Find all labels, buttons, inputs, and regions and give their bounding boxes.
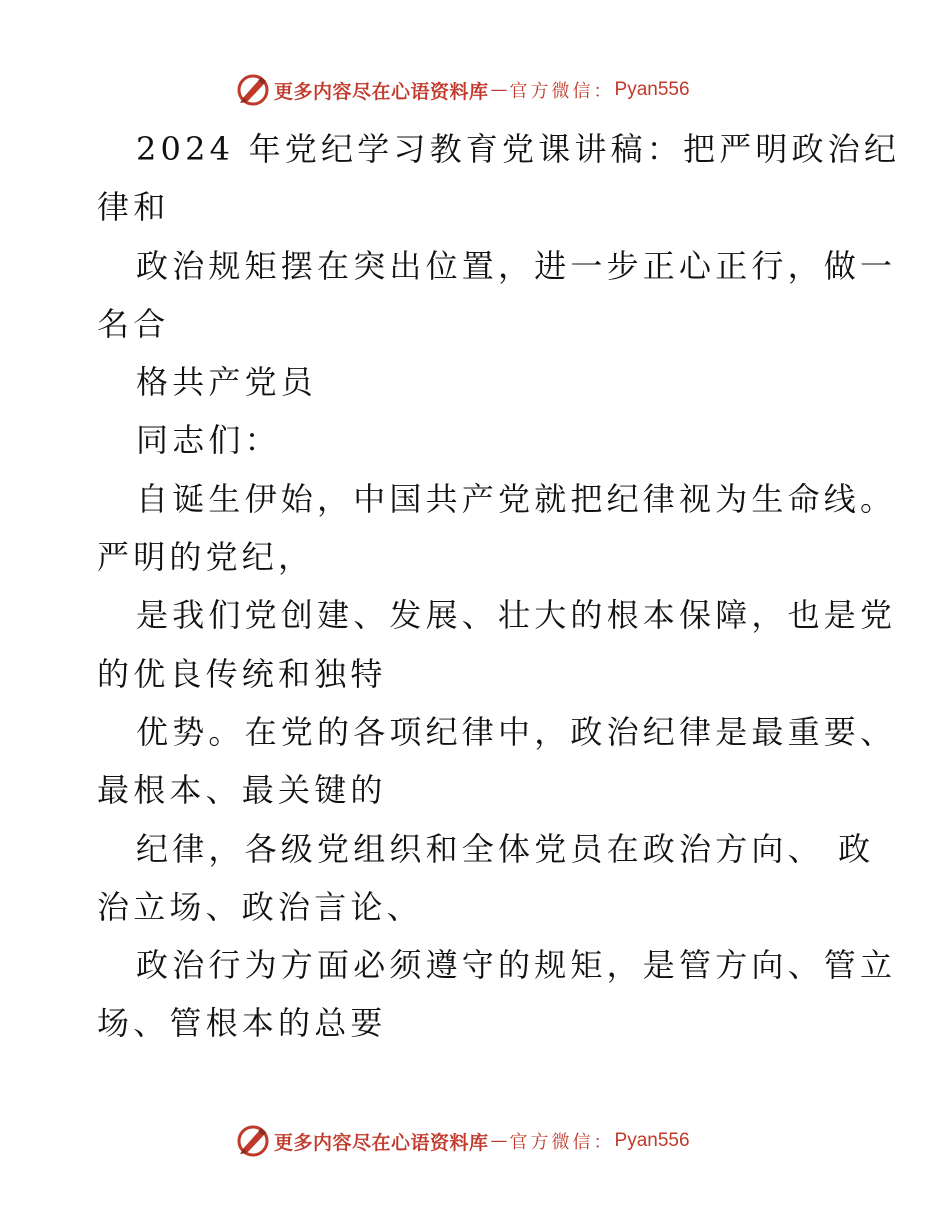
header-separator: — (490, 80, 508, 100)
body-line-8: 治立场、政治言论、 (97, 887, 423, 926)
body-line-4: 的优良传统和独特 (97, 654, 387, 693)
body-line-10: 场、管根本的总要 (97, 1004, 387, 1043)
title-line-2: 律和 (97, 188, 170, 227)
document-body (97, 120, 901, 1053)
footer-wechat-id: Pyan556 (614, 1130, 690, 1151)
title-line-4: 名合 (97, 304, 170, 343)
body-line-2: 严明的党纪， (97, 538, 315, 577)
header-wechat-label: 官方微信： (509, 81, 615, 102)
body-line-5: 优势。在党的各项纪律中，政治纪律是最重要、 (136, 712, 897, 751)
salutation: 同志们： (136, 421, 281, 460)
body-line-3: 是我们党创建、发展、壮大的根本保障，也是党 (136, 596, 897, 635)
footer-promo-text: 更多内容尽在心语资料库 (274, 1131, 489, 1154)
header-wechat-id: Pyan556 (614, 79, 690, 100)
header-banner (236, 73, 690, 107)
body-line-7: 纪律，各级党组织和全体党员在政治方向、 政 (136, 829, 875, 868)
footer-banner (236, 1124, 690, 1158)
title-line-5: 格共产党员 (136, 363, 318, 402)
pen-circle-logo-icon (236, 73, 270, 107)
footer-wechat-label: 官方微信： (509, 1132, 615, 1153)
title-line-1: 2024 年党纪学习教育党课讲稿：把严明政治纪 (136, 130, 901, 168)
title-line-3: 政治规矩摆在突出位置，进一步正心正行，做一 (136, 246, 897, 285)
footer-separator: — (490, 1131, 508, 1151)
body-line-6: 最根本、最关键的 (97, 771, 387, 810)
header-promo-text: 更多内容尽在心语资料库 (274, 80, 489, 103)
body-line-1: 自诞生伊始，中国共产党就把纪律视为生命线。 (136, 479, 897, 518)
body-line-9: 政治行为方面必须遵守的规矩，是管方向、管立 (136, 946, 897, 985)
pen-circle-logo-icon (236, 1124, 270, 1158)
